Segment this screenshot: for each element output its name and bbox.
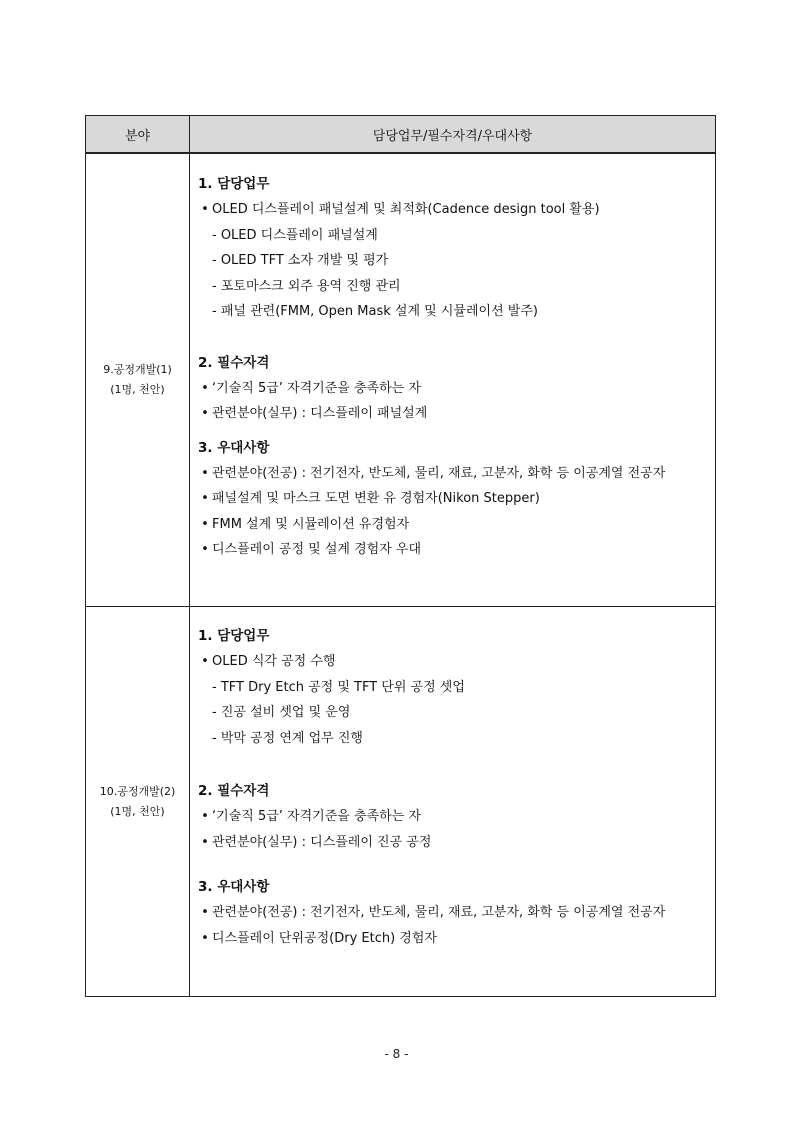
duty-sub-item: - 포토마스크 외주 용역 진행 관리	[212, 278, 401, 294]
duty-sub-item: - TFT Dry Etch 공정 및 TFT 단위 공정 셋업	[212, 679, 465, 695]
duty-main-item: • OLED 식각 공정 수행	[198, 649, 709, 675]
duties-title: 1. 담당업무	[198, 628, 270, 644]
duty-cell	[190, 607, 716, 997]
bullet-icon: •	[201, 202, 209, 217]
bullet-icon: •	[201, 809, 209, 824]
preference-item: • 관련분야(전공) : 전기전자, 반도체, 물리, 재료, 고분자, 화학 등 이공계열 전공자	[198, 900, 709, 926]
duty-sub-item: - 진공 설비 셋업 및 운영	[212, 705, 351, 720]
bullet-icon: •	[201, 930, 209, 946]
field-cell	[86, 153, 190, 607]
preference-item: • 디스플레이 단위공정(Dry Etch) 경험자	[198, 926, 709, 952]
bullet-icon: •	[201, 516, 209, 532]
requirement-item: • 관련분야(실무) : 디스플레이 진공 공정	[198, 830, 709, 856]
bullet-icon: •	[201, 654, 209, 669]
requirements-title: 2. 필수자격	[198, 354, 270, 371]
preferences-title: 3. 우대사항	[198, 879, 270, 895]
header-duties: 담당업무/필수자격/우대사항	[190, 116, 716, 154]
field-headcount-location: (1명, 천안)	[110, 383, 165, 396]
duty-sub-item: - OLED 디스플레이 패널설계	[212, 227, 378, 243]
requirement-item: • 관련분야(실무) : 디스플레이 패널설계	[198, 401, 709, 427]
field-name: 10.공정개발(2)	[99, 784, 176, 798]
table-row	[86, 607, 716, 997]
duty-main-item: • OLED 디스플레이 패널설계 및 최적화(Cadence design tool 활용)	[198, 197, 709, 223]
bullet-icon: •	[201, 542, 209, 557]
bullet-icon: •	[201, 834, 209, 850]
duty-cell	[190, 153, 716, 607]
page-number: - 8 -	[384, 1047, 409, 1061]
header-field: 분야	[86, 116, 190, 154]
bullet-icon: •	[201, 380, 209, 396]
preference-item: • 패널설계 및 마스크 도면 변환 유 경험자(Nikon Stepper)	[198, 486, 709, 512]
table-row	[86, 153, 716, 607]
duty-sub-item: - 박막 공정 연계 업무 진행	[212, 730, 363, 746]
bullet-icon: •	[201, 406, 209, 421]
field-headcount-location: (1명, 천안)	[110, 804, 165, 818]
requirements-title: 2. 필수자격	[198, 783, 270, 799]
bullet-icon: •	[201, 905, 209, 920]
bullet-icon: •	[201, 465, 209, 481]
field-cell	[86, 607, 190, 997]
duties-title: 1. 담당업무	[198, 176, 270, 192]
duty-sub-item: - 패널 관련(FMM, Open Mask 설계 및 시뮬레이션 발주)	[212, 304, 538, 319]
field-name: 9.공정개발(1)	[103, 363, 172, 376]
preferences-title: 3. 우대사항	[198, 439, 270, 456]
table-header-row	[86, 116, 716, 154]
preference-item: • 관련분야(전공) : 전기전자, 반도체, 물리, 재료, 고분자, 화학 등 이공계열 전공자	[198, 461, 709, 487]
preference-item: • 디스플레이 공정 및 설계 경험자 우대	[198, 537, 709, 563]
duty-sub-item: - OLED TFT 소자 개발 및 평가	[212, 253, 389, 268]
requirement-item: • ‘기술직 5급’ 자격기준을 충족하는 자	[198, 376, 709, 402]
bullet-icon: •	[201, 491, 209, 506]
job-requirements-table	[85, 115, 716, 997]
requirement-item: • ‘기술직 5급’ 자격기준을 충족하는 자	[198, 804, 709, 830]
preference-item: • FMM 설계 및 시뮬레이션 유경험자	[198, 512, 709, 538]
